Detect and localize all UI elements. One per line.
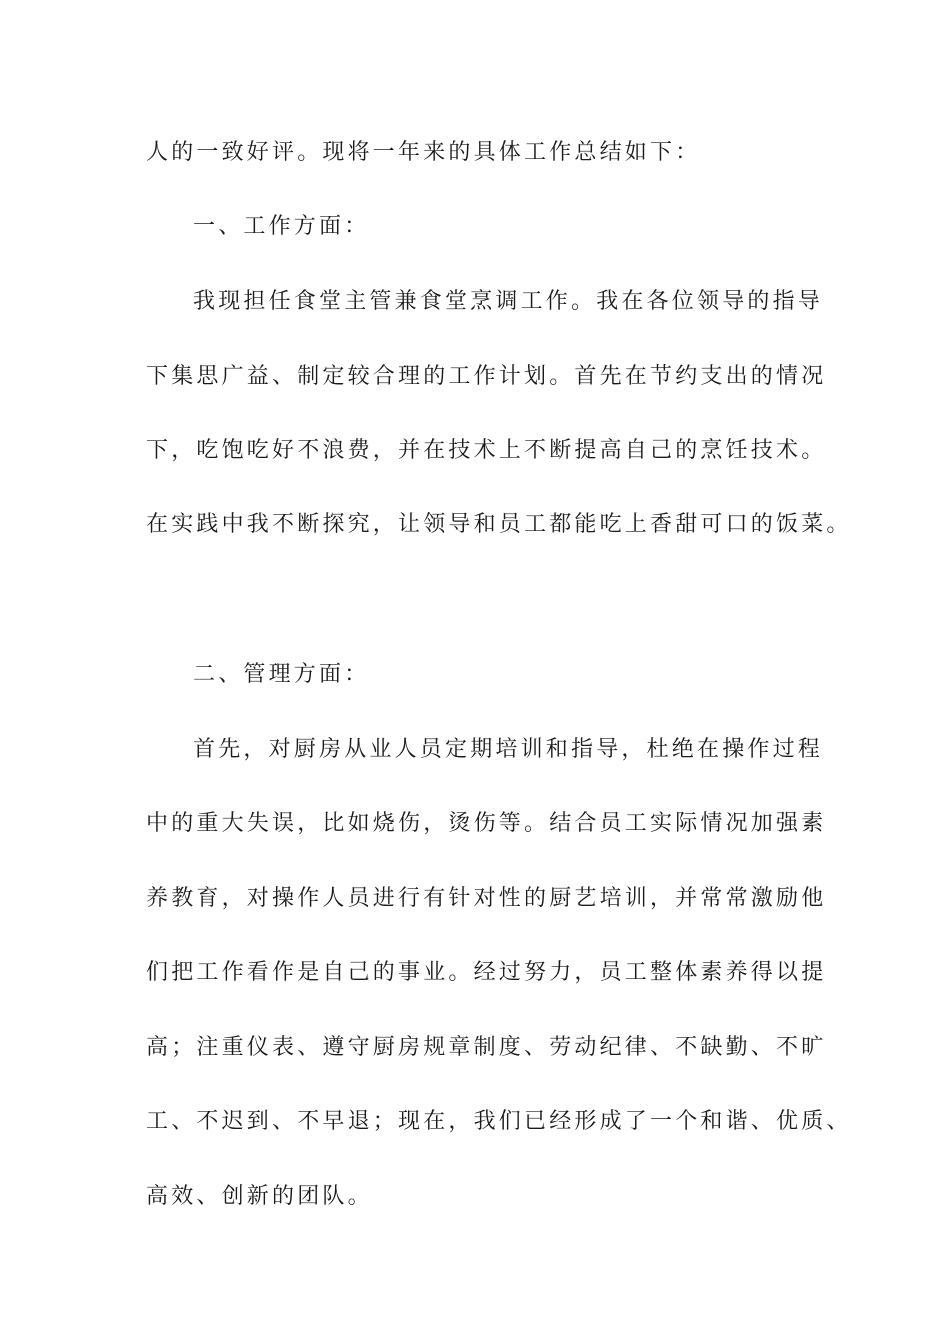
section-heading-management: 二、管理方面： — [193, 662, 370, 687]
paragraph-line: 高；注重仪表、遵守厨房规章制度、劳动纪律、不缺勤、不旷 — [146, 1035, 827, 1060]
section-heading-work: 一、工作方面： — [193, 214, 370, 239]
paragraph-line: 我现担任食堂主管兼食堂烹调工作。我在各位领导的指导 — [193, 289, 824, 314]
paragraph-line: 在实践中我不断探究，让领导和员工都能吃上香甜可口的饭菜。 — [146, 512, 852, 537]
paragraph-line: 下集思广益、制定较合理的工作计划。首先在节约支出的情况 — [146, 364, 827, 389]
paragraph-line: 人的一致好评。现将一年来的具体工作总结如下： — [146, 140, 701, 165]
paragraph-line: 工、不迟到、不早退；现在，我们已经形成了一个和谐、优质、 — [146, 1109, 852, 1134]
paragraph-line: 中的重大失误，比如烧伤，烫伤等。结合员工实际情况加强素 — [146, 811, 827, 836]
paragraph-line: 们把工作看作是自己的事业。经过努力，员工整体素养得以提 — [146, 960, 827, 985]
paragraph-line: 养教育，对操作人员进行有针对性的厨艺培训，并常常激励他 — [146, 886, 827, 911]
paragraph-line: 首先，对厨房从业人员定期培训和指导，杜绝在操作过程 — [193, 737, 824, 762]
paragraph-line: 高效、创新的团队。 — [146, 1184, 373, 1209]
paragraph-line: 下，吃饱吃好不浪费，并在技术上不断提高自己的烹饪技术。 — [146, 438, 827, 463]
